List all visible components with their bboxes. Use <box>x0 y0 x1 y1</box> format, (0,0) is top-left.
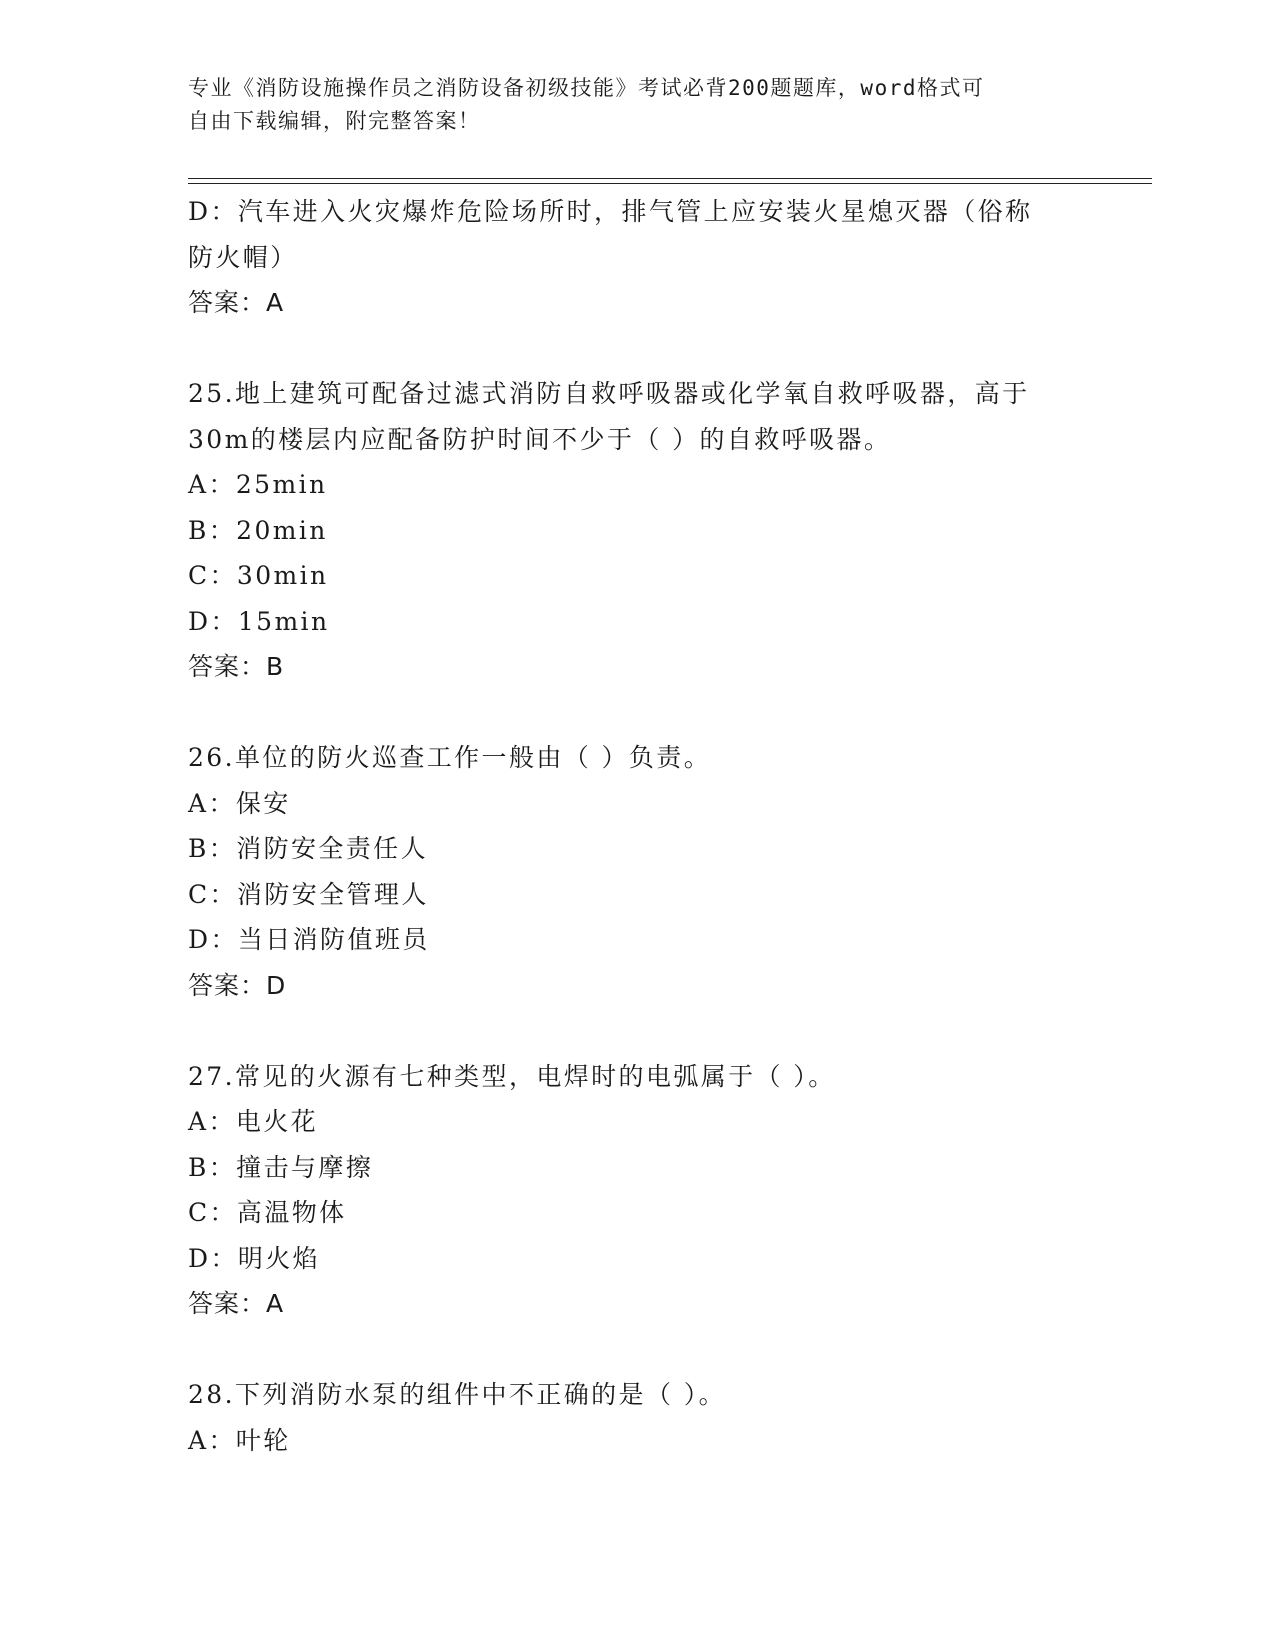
option-c: C：高温物体 <box>188 1198 347 1227</box>
option-a: A：叶轮 <box>188 1425 291 1455</box>
option-d-continued: 防火帽） <box>188 242 298 272</box>
option-a: A：电火花 <box>188 1107 319 1136</box>
option-c: C：消防安全管理人 <box>188 879 429 909</box>
option-b: B：消防安全责任人 <box>188 834 428 863</box>
option-d: D：汽车进入火灾爆炸危险场所时，排气管上应安装火星熄灭器（俗称 <box>188 197 1033 226</box>
question-25 <box>188 371 1088 690</box>
header-title-line-2: 自由下载编辑，附完整答案！ <box>188 109 481 133</box>
option-d: D：明火焰 <box>188 1243 321 1273</box>
option-b: B：撞击与摩擦 <box>188 1152 374 1182</box>
spacer <box>188 326 1088 372</box>
question-stem: 26.单位的防火巡查工作一般由（ ）负责。 <box>188 743 712 772</box>
question-stem: 28.下列消防水泵的组件中不正确的是（ ）。 <box>188 1380 727 1409</box>
spacer <box>188 1327 1088 1373</box>
question-stem: 27.常见的火源有七种类型，电焊时的电弧属于（ ）。 <box>188 1061 836 1091</box>
question-list <box>188 189 1088 1463</box>
question-24-tail <box>188 189 1088 326</box>
question-26 <box>188 735 1088 1008</box>
header-title-line-1: 专业《消防设施操作员之消防设备初级技能》考试必背200题题库，word格式可 <box>188 76 985 100</box>
option-d: D：15min <box>188 606 330 636</box>
header-divider-top <box>188 178 1152 179</box>
question-27 <box>188 1054 1088 1327</box>
question-stem-continued: 30m的楼层内应配备防护时间不少于（ ）的自救呼吸器。 <box>188 424 892 454</box>
answer-line: 答案：D <box>188 970 287 1000</box>
option-d: D：当日消防值班员 <box>188 925 430 954</box>
option-b: B：20min <box>188 515 328 545</box>
spacer <box>188 690 1088 736</box>
document-header <box>188 72 1088 138</box>
answer-line: 答案：A <box>188 1289 285 1318</box>
question-stem: 25.地上建筑可配备过滤式消防自救呼吸器或化学氧自救呼吸器，高于 <box>188 379 1030 408</box>
header-divider-bottom <box>188 183 1152 184</box>
spacer <box>188 1008 1088 1054</box>
option-a: A：保安 <box>188 788 291 818</box>
question-28 <box>188 1372 1088 1463</box>
option-c: C：30min <box>188 561 329 590</box>
answer-line: 答案：B <box>188 652 285 681</box>
answer-line: 答案：A <box>188 288 285 317</box>
option-a: A：25min <box>188 470 328 499</box>
